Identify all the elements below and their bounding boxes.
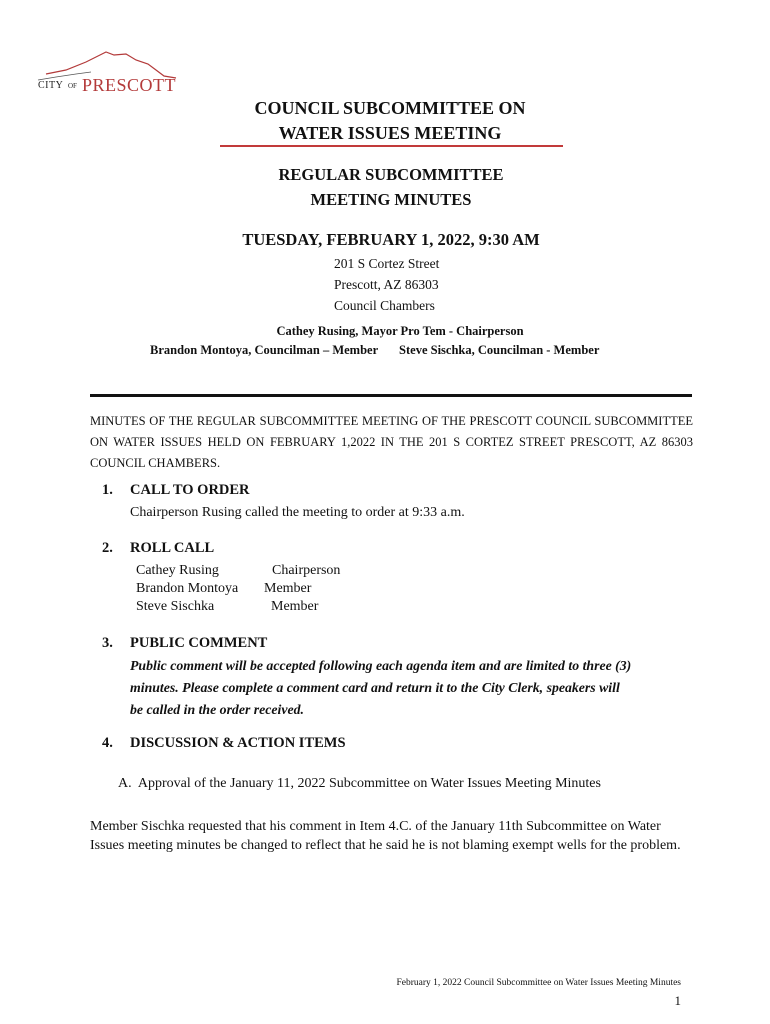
- meeting-datetime: TUESDAY, FEBRUARY 1, 2022, 9:30 AM: [242, 230, 540, 249]
- public-comment-line: minutes. Please complete a comment card and return it to the City Clerk, speakers will: [130, 680, 620, 695]
- roll-name: Steve Sischka: [136, 599, 215, 614]
- intro-paragraph: MINUTES OF THE REGULAR SUBCOMMITTEE MEETING OF THE PRESCOTT COUNCIL SUBCOMMITTEE ON WATER ISSUES HELD ON FEBRUARY 1,2022 IN THE 201 S CORTEZ STREET PRESCOTT, AZ 86303 COUNCIL CHAMBERS.: [90, 414, 693, 470]
- page-number: 1: [674, 993, 681, 1008]
- address-street: 201 S Cortez Street: [334, 256, 440, 271]
- section-1-body: Chairperson Rusing called the meeting to order at 9:33 a.m.: [130, 505, 465, 520]
- section-4-heading: DISCUSSION & ACTION ITEMS: [130, 735, 346, 751]
- section-3-number: 3.: [102, 635, 113, 651]
- logo-prescott-text: PRESCOTT: [82, 75, 177, 95]
- section-1-number: 1.: [102, 482, 113, 498]
- section-3-heading: PUBLIC COMMENT: [130, 635, 268, 651]
- address-city: Prescott, AZ 86303: [334, 277, 439, 292]
- city-logo: [36, 50, 181, 98]
- discussion-paragraph: Member Sischka requested that his comment in Item 4.C. of the January 11th Subcommittee on Water Issues meeting minutes be changed to reflect that he said he is not blaming exempt wells for the problem.: [90, 819, 681, 853]
- header-divider: [90, 394, 692, 397]
- public-comment-line: be called in the order received.: [130, 702, 304, 717]
- page-footer: February 1, 2022 Council Subcommittee on Water Issues Meeting Minutes: [396, 978, 681, 988]
- agenda-item-a: A. Approval of the January 11, 2022 Subcommittee on Water Issues Meeting Minutes: [118, 776, 601, 791]
- members-line: [150, 343, 599, 358]
- document-title-line1: COUNCIL SUBCOMMITTEE ON: [254, 98, 526, 118]
- section-3-body: [130, 655, 700, 721]
- roll-call-row: [136, 562, 340, 580]
- logo-city-text: CITY: [38, 80, 64, 91]
- chairperson-line: Cathey Rusing, Mayor Pro Tem - Chairperson: [276, 324, 524, 338]
- logo-of-text: OF: [68, 82, 77, 90]
- member-sischka: Steve Sischka, Councilman - Member: [399, 343, 600, 357]
- roll-call-row: [136, 598, 318, 616]
- section-2-heading: ROLL CALL: [130, 540, 215, 556]
- title-underline: [220, 145, 563, 147]
- public-comment-line: Public comment will be accepted following each agenda item and are limited to three (3): [130, 658, 632, 673]
- section-4-number: 4.: [102, 735, 113, 751]
- subtitle-line2: MEETING MINUTES: [310, 190, 472, 209]
- section-1-heading: CALL TO ORDER: [130, 482, 250, 498]
- section-2-number: 2.: [102, 540, 113, 556]
- roll-role: Member: [271, 599, 319, 614]
- roll-call-row: [136, 580, 311, 598]
- roll-role: Member: [264, 581, 312, 596]
- subtitle-line1: REGULAR SUBCOMMITTEE: [278, 165, 504, 184]
- member-montoya: Brandon Montoya, Councilman – Member: [150, 343, 378, 357]
- roll-name: Brandon Montoya: [136, 581, 239, 596]
- address-room: Council Chambers: [334, 298, 435, 313]
- document-title-line2: WATER ISSUES MEETING: [278, 123, 502, 143]
- roll-role: Chairperson: [272, 563, 341, 578]
- roll-name: Cathey Rusing: [136, 563, 219, 578]
